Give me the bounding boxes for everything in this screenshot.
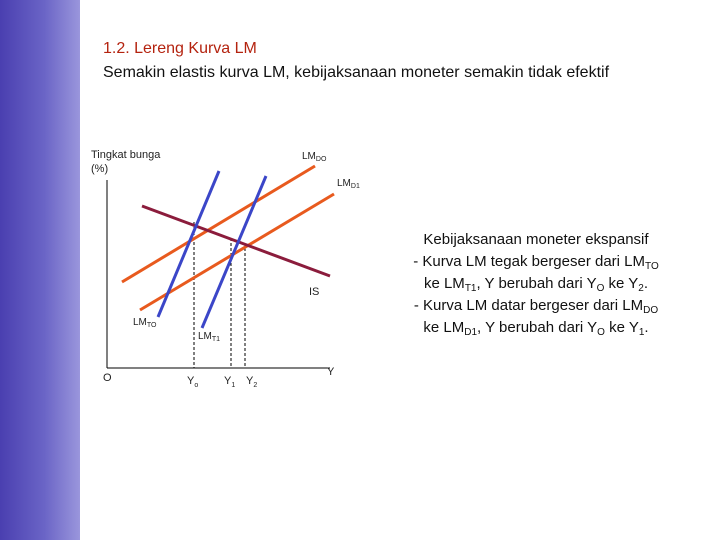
is-curve [142, 206, 330, 276]
slide-title: 1.2. Lereng Kurva LM [103, 40, 257, 57]
lm-to-curve [158, 171, 219, 317]
explanation-line-2: - Kurva LM tegak bergeser dari $LM_{TO}$ [413, 253, 659, 272]
x-axis-label: Y [327, 366, 335, 378]
y-axis-label: Tingkat bunga [91, 149, 161, 161]
is-label: IS [309, 286, 320, 298]
explanation-text [378, 229, 694, 339]
lm-to-label: $LM_{TO}$ [133, 317, 157, 329]
explanation-line-1: Kebijaksanaan moneter ekspansif [423, 231, 649, 248]
lm-t1-curve [202, 176, 266, 328]
y-axis-unit-label: (%) [91, 163, 109, 175]
y0-tick-label: $Y_o$ [187, 375, 199, 389]
explanation-line-5: ke $LM_{D1}$, Y berubah dari $Y_O$ ke $Y_1$. [423, 319, 649, 338]
explanation-line-4: - Kurva LM datar bergeser dari $LM_{DO}$ [413, 297, 659, 316]
lm-do-label: $LM_{DO}$ [302, 151, 327, 163]
slide-subtitle: Semakin elastis kurva LM, kebijaksanaan moneter semakin tidak efektif [103, 64, 610, 81]
lm-d1-label: $LM_{D1}$ [337, 178, 360, 190]
lm-t1-label: $LM_{T1}$ [198, 331, 221, 343]
y1-tick-label: $Y_1$ [224, 375, 236, 389]
y2-tick-label: $Y_2$ [246, 375, 258, 389]
explanation-line-3: ke $LM_{T1}$, Y berubah dari $Y_O$ ke $Y_2$. [423, 275, 649, 294]
origin-label: O [103, 372, 112, 384]
